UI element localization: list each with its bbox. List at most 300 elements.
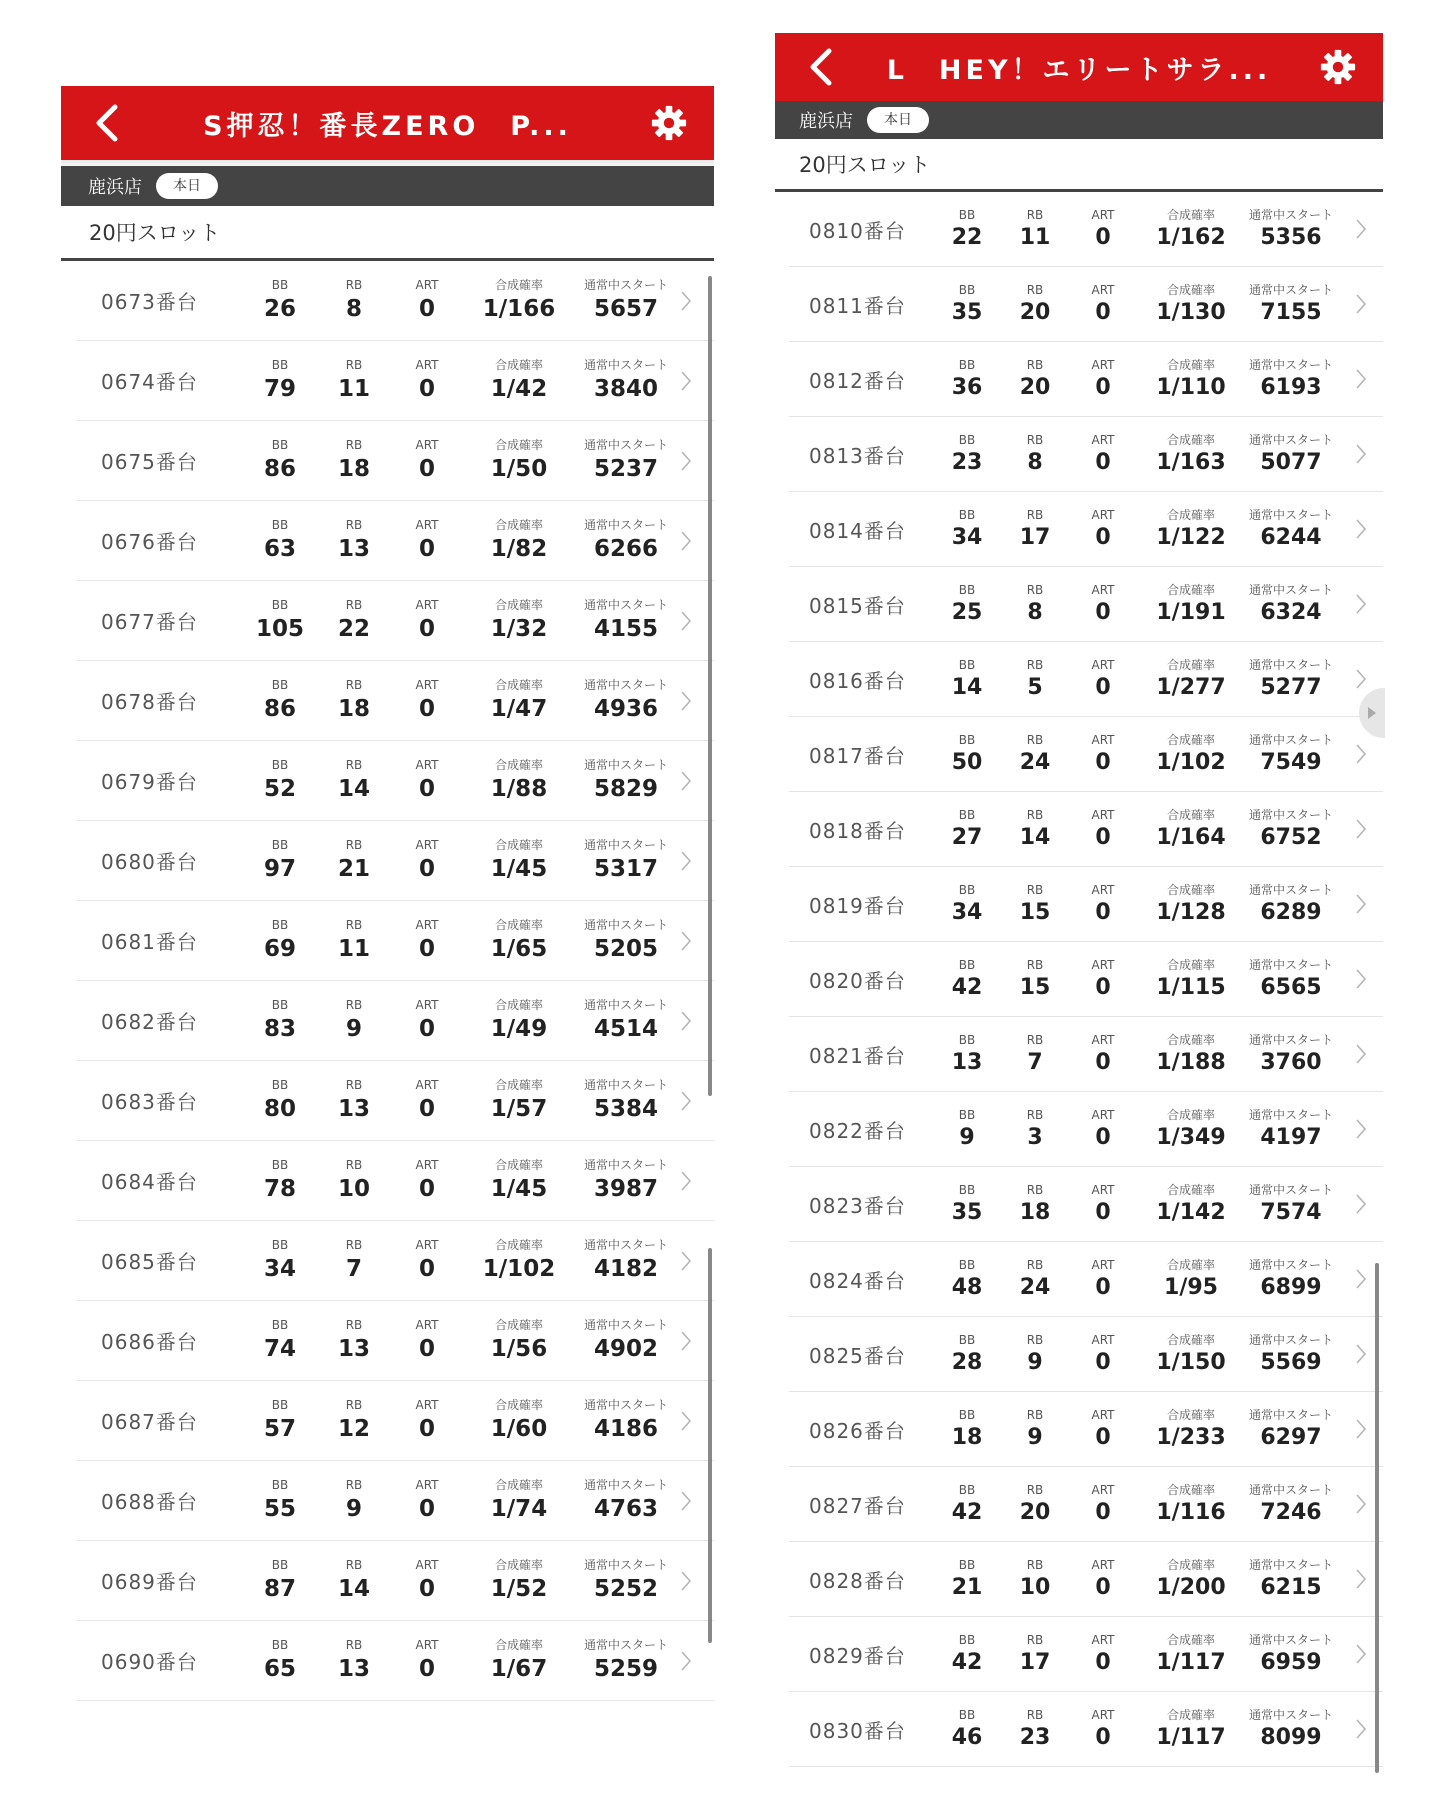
stat-label: 合成確率 xyxy=(494,1558,543,1572)
stat-rb xyxy=(1001,957,1069,1002)
stat-value: 1/50 xyxy=(490,456,548,482)
stat-label: BB xyxy=(958,507,976,522)
stat-label: ART xyxy=(415,1238,439,1252)
stat-art xyxy=(1069,732,1137,777)
stat-value: 0 xyxy=(418,936,435,962)
table-row[interactable] xyxy=(789,567,1383,642)
stat-value: 5657 xyxy=(593,296,658,322)
store-bar xyxy=(61,166,714,206)
stat-label: RB xyxy=(345,278,363,292)
stat-value: 14 xyxy=(337,776,370,802)
stat-label: BB xyxy=(271,1078,289,1092)
stat-label: RB xyxy=(345,358,363,372)
stat-rate xyxy=(1137,732,1245,777)
stat-value: 5277 xyxy=(1260,674,1322,700)
store-bar xyxy=(775,101,1383,139)
table-row[interactable] xyxy=(789,1167,1383,1242)
stat-value: 3760 xyxy=(1260,1049,1322,1075)
stat-label: 合成確率 xyxy=(1166,357,1215,372)
table-row[interactable] xyxy=(77,741,714,821)
stat-value: 13 xyxy=(951,1049,983,1075)
stat-value: 13 xyxy=(337,1096,370,1122)
stat-value: 0 xyxy=(1095,1724,1111,1750)
gear-icon[interactable] xyxy=(1319,48,1357,86)
stat-bb xyxy=(243,1157,317,1204)
stat-value: 11 xyxy=(1019,224,1051,250)
stat-art xyxy=(391,1637,463,1684)
table-row[interactable] xyxy=(77,1141,714,1221)
machine-number: 0811番台 xyxy=(809,293,906,318)
stat-start xyxy=(575,1477,677,1524)
stat-rb xyxy=(1001,1032,1069,1077)
stat-start xyxy=(1245,357,1337,402)
scrollbar[interactable] xyxy=(708,276,712,1096)
stat-label: RB xyxy=(1026,1182,1044,1197)
stat-rb xyxy=(1001,1482,1069,1527)
stat-value: 6899 xyxy=(1260,1274,1322,1300)
table-row[interactable] xyxy=(789,492,1383,567)
chevron-right-icon xyxy=(1355,593,1367,615)
stat-rate xyxy=(1137,1182,1245,1227)
stat-label: BB xyxy=(958,582,976,597)
stat-value: 6193 xyxy=(1260,374,1322,400)
stat-art xyxy=(391,1077,463,1124)
machine-number: 0820番台 xyxy=(809,968,906,993)
stat-value: 4186 xyxy=(593,1416,658,1442)
stat-value: 1/82 xyxy=(490,536,548,562)
stat-rb xyxy=(317,1557,391,1604)
chevron-right-icon xyxy=(1355,293,1367,315)
stat-label: BB xyxy=(271,1238,289,1252)
table-row[interactable] xyxy=(77,901,714,981)
table-row[interactable] xyxy=(77,1541,714,1621)
machine-number: 0827番台 xyxy=(809,1493,906,1518)
stat-value: 0 xyxy=(1095,1574,1111,1600)
stat-label: RB xyxy=(1026,207,1044,222)
machine-number: 0675番台 xyxy=(101,450,198,474)
stat-label: RB xyxy=(345,1318,363,1332)
stat-label: 合成確率 xyxy=(494,1078,543,1092)
stat-value: 12 xyxy=(337,1416,370,1442)
chevron-right-icon xyxy=(1355,1718,1367,1740)
stat-label: 合成確率 xyxy=(494,1158,543,1172)
stat-value: 8 xyxy=(1027,449,1043,475)
stat-label: BB xyxy=(958,1107,976,1122)
stat-value: 0 xyxy=(418,1176,435,1202)
table-row[interactable] xyxy=(789,1017,1383,1092)
stat-label: 通常中スタート xyxy=(583,998,668,1012)
stat-value: 1/191 xyxy=(1156,599,1226,625)
stat-label: RB xyxy=(345,998,363,1012)
back-arrow-icon[interactable] xyxy=(805,47,839,87)
stat-art xyxy=(1069,657,1137,702)
scrollbar[interactable] xyxy=(1375,1263,1379,1773)
table-row[interactable] xyxy=(789,192,1383,267)
stat-value: 105 xyxy=(255,616,304,642)
stat-label: 通常中スタート xyxy=(583,1238,668,1252)
stat-art xyxy=(391,1397,463,1444)
stat-value: 1/49 xyxy=(490,1016,548,1042)
stat-label: RB xyxy=(345,1558,363,1572)
stat-value: 6959 xyxy=(1260,1649,1322,1675)
table-row[interactable] xyxy=(77,981,714,1061)
stat-label: BB xyxy=(958,357,976,372)
store-name: 鹿浜店 xyxy=(799,111,853,132)
stat-value: 8099 xyxy=(1260,1724,1322,1750)
stat-value: 79 xyxy=(263,376,296,402)
stat-value: 1/102 xyxy=(482,1256,556,1282)
stat-rate xyxy=(1137,1332,1245,1377)
stat-label: BB xyxy=(958,1032,976,1047)
stat-value: 1/32 xyxy=(490,616,548,642)
chevron-right-icon xyxy=(680,1570,692,1592)
stat-value: 17 xyxy=(1019,1649,1051,1675)
stat-label: 通常中スタート xyxy=(583,1638,668,1652)
stat-label: 通常中スタート xyxy=(583,358,668,372)
stat-label: 合成確率 xyxy=(1166,1407,1215,1422)
stat-label: RB xyxy=(1026,732,1044,747)
stat-bb xyxy=(243,677,317,724)
stat-value: 1/52 xyxy=(490,1576,548,1602)
stat-label: BB xyxy=(958,1332,976,1347)
stat-rate xyxy=(463,1077,575,1124)
stat-label: ART xyxy=(1091,1032,1115,1047)
stat-value: 0 xyxy=(1095,1199,1111,1225)
stat-label: 通常中スタート xyxy=(1248,207,1333,222)
stat-value: 18 xyxy=(337,696,370,722)
stat-value: 5829 xyxy=(593,776,658,802)
table-row[interactable] xyxy=(789,1467,1383,1542)
stat-art xyxy=(1069,1257,1137,1302)
stat-value: 0 xyxy=(418,1336,435,1362)
stat-bb xyxy=(243,1397,317,1444)
scrollbar[interactable] xyxy=(708,1248,712,1643)
stat-start xyxy=(1245,657,1337,702)
machine-list xyxy=(775,192,1383,1767)
stat-value: 50 xyxy=(951,749,983,775)
stat-label: 合成確率 xyxy=(494,998,543,1012)
stat-start xyxy=(575,277,677,324)
stat-value: 4763 xyxy=(593,1496,658,1522)
stat-label: 合成確率 xyxy=(494,598,543,612)
stat-value: 36 xyxy=(951,374,983,400)
table-row[interactable] xyxy=(789,1392,1383,1467)
stat-label: RB xyxy=(345,1478,363,1492)
stat-label: BB xyxy=(271,518,289,532)
stat-label: BB xyxy=(958,657,976,672)
stat-rb xyxy=(1001,1257,1069,1302)
stat-art xyxy=(391,757,463,804)
machine-number: 0689番台 xyxy=(101,1570,198,1594)
stat-value: 5384 xyxy=(593,1096,658,1122)
stat-art xyxy=(1069,1632,1137,1677)
table-row[interactable] xyxy=(789,342,1383,417)
stat-rb xyxy=(1001,507,1069,552)
stat-label: ART xyxy=(415,598,439,612)
stat-rb xyxy=(1001,882,1069,927)
table-row[interactable] xyxy=(789,417,1383,492)
stat-rate xyxy=(1137,807,1245,852)
stat-label: 通常中スタート xyxy=(583,1318,668,1332)
table-row[interactable] xyxy=(77,1621,714,1701)
stat-label: BB xyxy=(271,1398,289,1412)
stat-value: 0 xyxy=(418,536,435,562)
stat-value: 1/47 xyxy=(490,696,548,722)
stat-value: 9 xyxy=(1027,1349,1043,1375)
table-row[interactable] xyxy=(789,792,1383,867)
stat-label: ART xyxy=(415,758,439,772)
stat-value: 1/122 xyxy=(1156,524,1226,550)
table-row[interactable] xyxy=(77,581,714,661)
back-arrow-icon[interactable] xyxy=(91,103,125,143)
stat-rb xyxy=(317,1237,391,1284)
stat-label: 通常中スタート xyxy=(1248,807,1333,822)
stat-label: 通常中スタート xyxy=(1248,507,1333,522)
stat-label: RB xyxy=(1026,1257,1044,1272)
table-row[interactable] xyxy=(77,421,714,501)
stat-bb xyxy=(933,282,1001,327)
chevron-right-icon xyxy=(1355,1043,1367,1065)
stat-art xyxy=(1069,957,1137,1002)
stat-label: ART xyxy=(1091,207,1115,222)
chevron-right-icon xyxy=(680,1330,692,1352)
table-row[interactable] xyxy=(789,1692,1383,1767)
stat-label: ART xyxy=(1091,1557,1115,1572)
table-row[interactable] xyxy=(77,341,714,421)
stat-rb xyxy=(1001,282,1069,327)
stat-art xyxy=(391,1477,463,1524)
stat-bb xyxy=(933,1257,1001,1302)
stat-value: 3 xyxy=(1027,1124,1043,1150)
stat-label: 合成確率 xyxy=(494,758,543,772)
stat-rate xyxy=(463,677,575,724)
stat-label: 通常中スタート xyxy=(583,1478,668,1492)
table-row[interactable] xyxy=(789,1092,1383,1167)
stat-value: 46 xyxy=(951,1724,983,1750)
stat-label: BB xyxy=(271,438,289,452)
stat-value: 83 xyxy=(263,1016,296,1042)
stat-art xyxy=(1069,582,1137,627)
stat-rate xyxy=(463,1237,575,1284)
machine-number: 0823番台 xyxy=(809,1193,906,1218)
stat-label: ART xyxy=(415,1398,439,1412)
stat-bb xyxy=(933,207,1001,252)
stat-value: 1/200 xyxy=(1156,1574,1226,1600)
stat-value: 48 xyxy=(951,1274,983,1300)
stat-label: ART xyxy=(1091,1107,1115,1122)
stat-rate xyxy=(1137,1032,1245,1077)
stat-value: 5356 xyxy=(1260,224,1322,250)
stat-value: 0 xyxy=(1095,1124,1111,1150)
stat-value: 5569 xyxy=(1260,1349,1322,1375)
machine-number: 0814番台 xyxy=(809,518,906,543)
stat-rb xyxy=(317,1077,391,1124)
stat-label: ART xyxy=(1091,1482,1115,1497)
machine-number: 0816番台 xyxy=(809,668,906,693)
stat-rate xyxy=(463,837,575,884)
chevron-right-icon xyxy=(1355,1268,1367,1290)
stat-label: 合成確率 xyxy=(1166,957,1215,972)
stat-value: 7574 xyxy=(1260,1199,1322,1225)
header-bar xyxy=(61,86,714,160)
stat-label: 合成確率 xyxy=(1166,1557,1215,1572)
stat-label: 合成確率 xyxy=(494,1638,543,1652)
stat-value: 6266 xyxy=(593,536,658,562)
table-row[interactable] xyxy=(789,867,1383,942)
machine-number: 0683番台 xyxy=(101,1090,198,1114)
stat-art xyxy=(391,357,463,404)
stat-rb xyxy=(317,917,391,964)
stat-value: 0 xyxy=(1095,749,1111,775)
table-row[interactable] xyxy=(77,261,714,341)
stat-bb xyxy=(243,997,317,1044)
stat-rb xyxy=(317,357,391,404)
stat-start xyxy=(1245,1482,1337,1527)
stat-value: 0 xyxy=(418,856,435,882)
stat-art xyxy=(1069,1707,1137,1752)
stat-label: RB xyxy=(1026,807,1044,822)
chevron-right-icon xyxy=(1355,668,1367,690)
stat-value: 0 xyxy=(418,696,435,722)
table-row[interactable] xyxy=(77,1061,714,1141)
table-row[interactable] xyxy=(789,1317,1383,1392)
stat-label: 合成確率 xyxy=(1166,732,1215,747)
stat-value: 0 xyxy=(1095,449,1111,475)
stat-value: 0 xyxy=(1095,1274,1111,1300)
machine-list xyxy=(61,261,714,1701)
stat-art xyxy=(391,597,463,644)
stat-rate xyxy=(1137,1482,1245,1527)
stat-value: 18 xyxy=(1019,1199,1051,1225)
machine-number: 0821番台 xyxy=(809,1043,906,1068)
gear-icon[interactable] xyxy=(650,104,688,142)
machine-number: 0825番台 xyxy=(809,1343,906,1368)
stat-rate xyxy=(463,757,575,804)
stat-rate xyxy=(1137,432,1245,477)
table-row[interactable] xyxy=(789,642,1383,717)
stat-value: 23 xyxy=(1019,1724,1051,1750)
stat-value: 42 xyxy=(951,1649,983,1675)
table-row[interactable] xyxy=(77,501,714,581)
stat-value: 22 xyxy=(951,224,983,250)
table-row[interactable] xyxy=(789,1242,1383,1317)
stat-label: ART xyxy=(415,1158,439,1172)
table-row[interactable] xyxy=(77,1461,714,1541)
stat-value: 0 xyxy=(1095,824,1111,850)
stat-bb xyxy=(243,837,317,884)
stat-bb xyxy=(243,1557,317,1604)
stat-art xyxy=(391,437,463,484)
stat-bb xyxy=(243,357,317,404)
stat-value: 7155 xyxy=(1260,299,1322,325)
stat-start xyxy=(1245,1557,1337,1602)
stat-rb xyxy=(1001,1407,1069,1452)
machine-number: 0690番台 xyxy=(101,1650,198,1674)
stat-rb xyxy=(317,1637,391,1684)
stat-rate xyxy=(1137,507,1245,552)
stat-label: ART xyxy=(415,1078,439,1092)
stat-rate xyxy=(1137,1632,1245,1677)
stat-label: ART xyxy=(1091,357,1115,372)
stat-value: 24 xyxy=(1019,749,1051,775)
stat-rate xyxy=(463,1477,575,1524)
stat-label: BB xyxy=(958,1557,976,1572)
stat-value: 1/65 xyxy=(490,936,548,962)
machine-number: 0685番台 xyxy=(101,1250,198,1274)
stat-bb xyxy=(933,1407,1001,1452)
stat-value: 87 xyxy=(263,1576,296,1602)
machine-number: 0812番台 xyxy=(809,368,906,393)
stat-value: 1/115 xyxy=(1156,974,1226,1000)
stat-label: 合成確率 xyxy=(494,838,543,852)
chevron-right-icon xyxy=(1355,1493,1367,1515)
table-row[interactable] xyxy=(77,1381,714,1461)
stat-label: ART xyxy=(1091,1257,1115,1272)
stat-label: 合成確率 xyxy=(1166,1707,1215,1722)
stat-label: 合成確率 xyxy=(1166,207,1215,222)
stat-rate xyxy=(1137,1557,1245,1602)
table-row[interactable] xyxy=(789,267,1383,342)
stat-label: 合成確率 xyxy=(1166,282,1215,297)
stat-value: 14 xyxy=(1019,824,1051,850)
table-row[interactable] xyxy=(789,717,1383,792)
stat-bb xyxy=(243,757,317,804)
stat-value: 1/117 xyxy=(1156,1649,1226,1675)
stat-rb xyxy=(1001,207,1069,252)
stat-value: 15 xyxy=(1019,899,1051,925)
stat-bb xyxy=(243,597,317,644)
stat-start xyxy=(575,1157,677,1204)
stat-rb xyxy=(1001,732,1069,777)
stat-value: 4514 xyxy=(593,1016,658,1042)
chevron-right-icon xyxy=(680,1410,692,1432)
stat-value: 65 xyxy=(263,1656,296,1682)
stat-value: 0 xyxy=(1095,899,1111,925)
stat-value: 6215 xyxy=(1260,1574,1322,1600)
stat-value: 15 xyxy=(1019,974,1051,1000)
table-row[interactable] xyxy=(77,1301,714,1381)
machine-number: 0676番台 xyxy=(101,530,198,554)
stat-label: BB xyxy=(271,358,289,372)
table-row[interactable] xyxy=(77,821,714,901)
stat-label: RB xyxy=(1026,957,1044,972)
stat-start xyxy=(575,1317,677,1364)
stat-label: 通常中スタート xyxy=(1248,1632,1333,1647)
stat-label: BB xyxy=(271,758,289,772)
stat-value: 86 xyxy=(263,696,296,722)
stat-label: BB xyxy=(271,1638,289,1652)
stat-rate xyxy=(463,277,575,324)
right-screen xyxy=(775,33,1383,1767)
table-row[interactable] xyxy=(789,1617,1383,1692)
stat-bb xyxy=(243,437,317,484)
stat-rate xyxy=(1137,657,1245,702)
stat-value: 0 xyxy=(418,1016,435,1042)
stat-label: 通常中スタート xyxy=(583,1558,668,1572)
stat-value: 8 xyxy=(345,296,362,322)
stat-art xyxy=(391,1317,463,1364)
chevron-right-icon xyxy=(680,290,692,312)
date-badge[interactable]: 本日 xyxy=(156,173,218,199)
machine-number: 0674番台 xyxy=(101,370,198,394)
date-badge[interactable]: 本日 xyxy=(867,107,929,133)
table-row[interactable] xyxy=(77,661,714,741)
stat-start xyxy=(575,997,677,1044)
table-row[interactable] xyxy=(789,1542,1383,1617)
stat-label: RB xyxy=(345,1238,363,1252)
table-row[interactable] xyxy=(77,1221,714,1301)
table-row[interactable] xyxy=(789,942,1383,1017)
